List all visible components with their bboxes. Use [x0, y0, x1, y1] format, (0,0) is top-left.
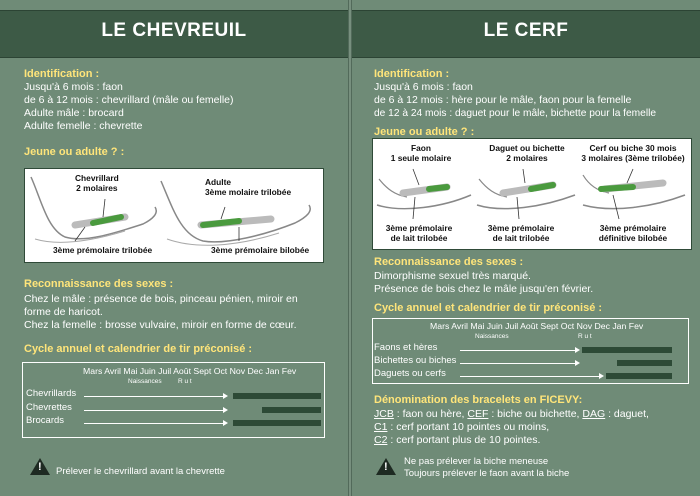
code-jcb: JCB: [374, 408, 394, 420]
footer-note: Toujours prélever le faon avant la biche: [404, 468, 570, 479]
ident-line: Jusqu'à 6 mois : faon: [374, 81, 473, 93]
code-c1: C1: [374, 421, 388, 433]
sex-line: forme de haricot.: [24, 306, 103, 318]
calendar-row-arrow: [84, 396, 224, 397]
age-heading: Jeune ou adulte ? :: [374, 126, 475, 138]
cycle-heading: Cycle annuel et calendrier de tir préconisé :: [24, 343, 253, 355]
calendar-row-arrow: [460, 376, 600, 377]
calendar-row-arrow: [460, 363, 576, 364]
sex-heading: Reconnaissance des sexes :: [24, 278, 174, 290]
hunting-period-bar: [582, 347, 672, 353]
code-c2: C2: [374, 434, 388, 446]
jaw-label-b-bottom: 3ème prémolaire de lait trilobée: [487, 223, 555, 243]
sex-line: Chez le mâle : présence de bois, pinceau pénien, miroir en: [24, 293, 298, 305]
hunting-period-bar: [262, 407, 321, 413]
footer-note: Prélever le chevrillard avant la chevrette: [56, 466, 225, 477]
jaw-label-young-bottom: 3ème prémolaire trilobée: [53, 245, 153, 255]
jaw-label-b-top: Daguet ou bichette 2 molaires: [489, 143, 565, 163]
warning-icon: !: [30, 458, 50, 475]
denomination-line: JCB : faon ou hère, CEF : biche ou bichette, DAG : daguet,: [374, 408, 649, 420]
ident-line: de 6 à 12 mois : hère pour le mâle, faon pour la femelle: [374, 94, 632, 106]
sex-line: Dimorphisme sexuel très marqué.: [374, 270, 531, 282]
jaw-diagram-panel: [24, 168, 324, 263]
footer-note: Ne pas prélever la biche meneuse: [404, 456, 549, 467]
calendar-row-label: Bichettes ou biches: [374, 355, 457, 366]
page-chevreuil: [0, 0, 348, 496]
jaw-label-c-bottom: 3ème prémolaire définitive bilobée: [598, 223, 668, 243]
cycle-heading: Cycle annuel et calendrier de tir préconisé :: [374, 302, 603, 314]
jaw-label-a-bottom: 3ème prémolaire de lait trilobée: [385, 223, 453, 243]
ident-line: Adulte femelle : chevrette: [24, 120, 143, 132]
hunting-period-bar: [233, 420, 321, 426]
warning-icon: !: [376, 458, 396, 475]
jaw-label-a-top: Faon 1 seule molaire: [390, 143, 452, 163]
calendar-row-label: Chevrillards: [26, 388, 77, 399]
ident-line: de 12 à 24 mois : daguet pour le mâle, bichette pour la femelle: [374, 108, 657, 119]
denomination-heading: Dénomination des bracelets en FICEVY:: [374, 394, 583, 406]
calendar-row-arrow: [84, 423, 224, 424]
jaw-diagram-panel: [372, 138, 692, 250]
calendar-row-arrow: [84, 410, 224, 411]
sex-line: Chez la femelle : brosse vulvaire, miroir en forme de cœur.: [24, 319, 297, 331]
denomination-line: C1 : cerf portant 10 pointes ou moins,: [374, 421, 550, 433]
code-cef: CEF: [467, 408, 489, 420]
rut-label: R u t: [578, 333, 592, 340]
code-dag: DAG: [582, 408, 606, 420]
naissances-label: Naissances: [128, 378, 162, 385]
jaw-label-adult-bottom: 3ème prémolaire bilobée: [211, 245, 310, 255]
jaw-label-young-top: Chevrillard 2 molaires: [75, 173, 119, 193]
sex-heading: Reconnaissance des sexes :: [374, 256, 524, 268]
age-heading: Jeune ou adulte ? :: [24, 146, 125, 158]
denomination-line: C2 : cerf portant plus de 10 pointes.: [374, 434, 541, 446]
ident-line: Jusqu'à 6 mois : faon: [24, 81, 123, 93]
calendar-months: Mars Avril Mai Juin Juil Août Sept Oct Nov Dec Jan Fev: [83, 366, 297, 376]
calendar-row-label: Faons et hères: [374, 342, 438, 353]
calendar-row-label: Chevrettes: [26, 402, 72, 413]
calendar-row-label: Daguets ou cerfs: [374, 368, 446, 379]
jaw-label-adult-top: Adulte 3ème molaire trilobée: [205, 177, 292, 197]
calendar-months: Mars Avril Mai Juin Juil Août Sept Oct Nov Dec Jan Fev: [430, 321, 644, 331]
hunting-period-bar: [606, 373, 672, 379]
page-title: LE CERF: [483, 20, 569, 41]
ident-line: de 6 à 12 mois : chevrillard (mâle ou femelle): [24, 94, 234, 106]
jaw-label-c-top: Cerf ou biche 30 mois 3 molaires (3ème trilobée): [581, 143, 685, 163]
identification-heading: Identification :: [374, 68, 450, 80]
page-cerf: [352, 0, 700, 496]
sex-line: Présence de bois chez le mâle jusqu'en février.: [374, 283, 594, 295]
identification-heading: Identification :: [24, 68, 100, 80]
ident-line: Adulte mâle : brocard: [24, 107, 124, 119]
calendar-row-arrow: [460, 350, 576, 351]
naissances-label: Naissances: [475, 333, 509, 340]
page-title: LE CHEVREUIL: [101, 20, 247, 41]
hunting-period-bar: [233, 393, 321, 399]
rut-label: R u t: [178, 378, 192, 385]
calendar-row-label: Brocards: [26, 415, 65, 426]
hunting-period-bar: [617, 360, 672, 366]
